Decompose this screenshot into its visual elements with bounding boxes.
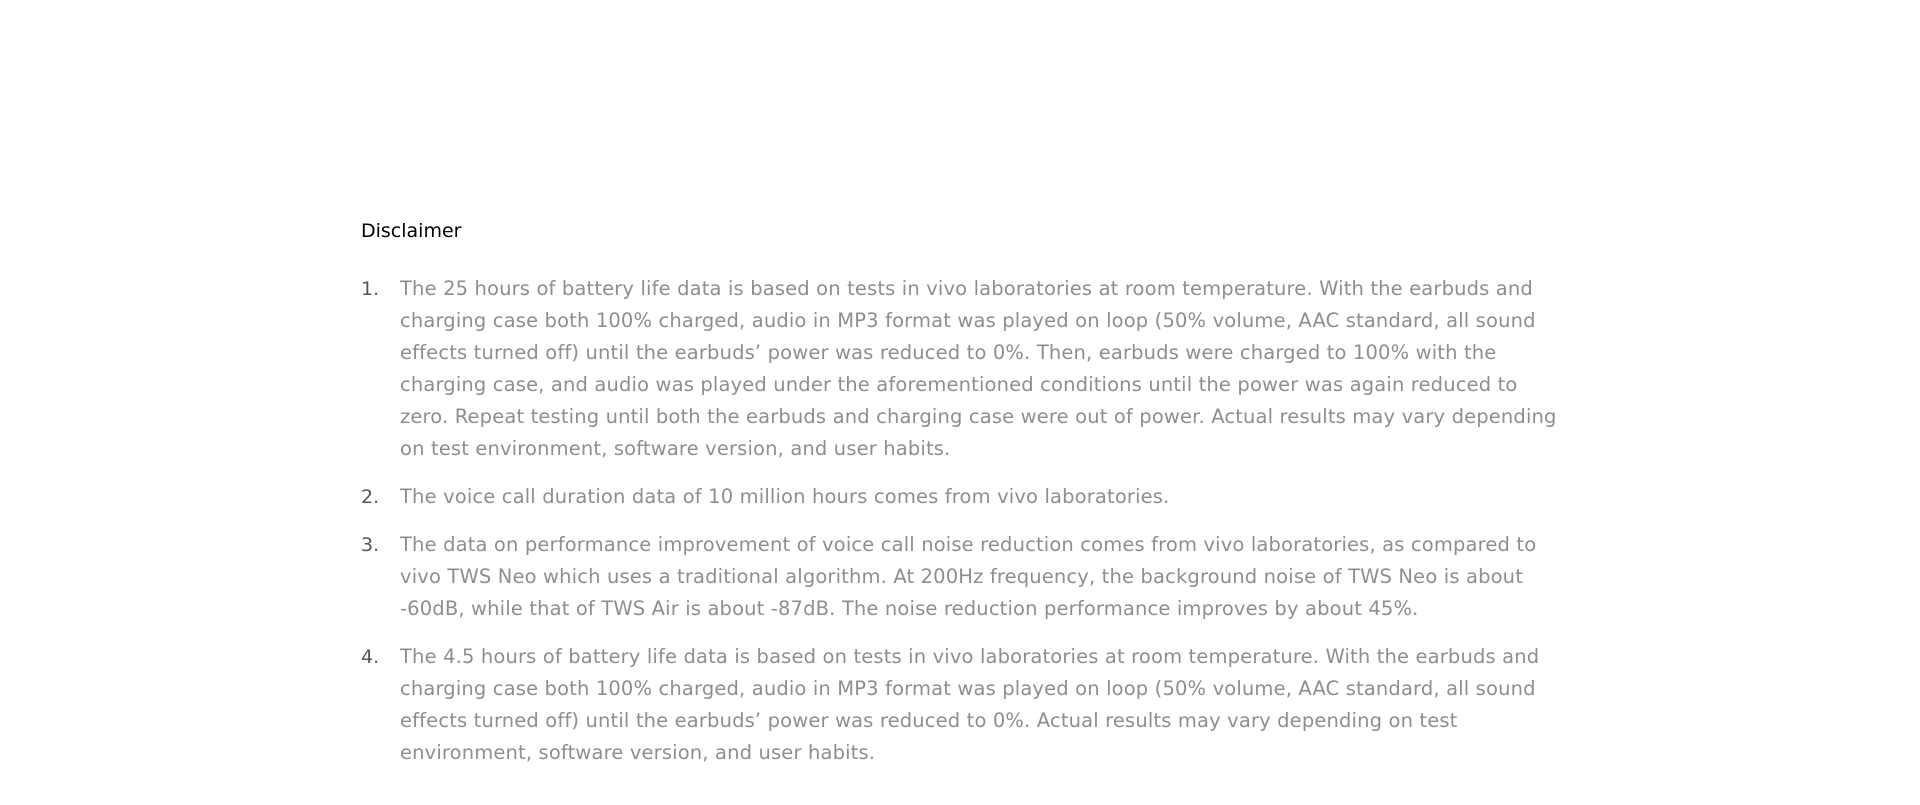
disclaimer-item — [361, 481, 1561, 513]
disclaimer-item — [361, 641, 1561, 769]
disclaimer-item-number: 4. — [361, 646, 380, 668]
disclaimer-item — [361, 529, 1561, 625]
disclaimer-title: Disclaimer — [361, 220, 462, 242]
disclaimer-section — [361, 218, 1561, 785]
disclaimer-item-number: 1. — [361, 278, 380, 300]
disclaimer-item-text: The 4.5 hours of battery life data is based on tests in vivo laboratories at room temperature. With the earbuds and charging case both 100% charged, audio in MP3 format was played on loop (50% volume, AAC standard, all sound effects turned off) until the earbuds’ power was reduced to 0%. Actual results may vary depending on test environment, software version, and user habits. — [400, 645, 1540, 764]
disclaimer-item-text: The 25 hours of battery life data is based on tests in vivo laboratories at room temperature. With the earbuds and charging case both 100% charged, audio in MP3 format was played on loop (50% volume, AAC standard, all sound effects turned off) until the earbuds’ power was reduced to 0%. Then, earbuds were charged to 100% with the charging case, and audio was played under the aforementioned conditions until the power was again reduced to zero. Repeat testing until both the earbuds and charging case were out of power. Actual results may vary depending on test environment, software version, and user habits. — [400, 277, 1557, 460]
disclaimer-item — [361, 273, 1561, 465]
disclaimer-item-text: The voice call duration data of 10 million hours comes from vivo laboratories. — [400, 485, 1170, 508]
disclaimer-item-number: 3. — [361, 534, 380, 556]
disclaimer-item-text: The data on performance improvement of voice call noise reduction comes from vivo laboratories, as compared to vivo TWS Neo which uses a traditional algorithm. At 200Hz frequency, the background noise of TWS Neo is about -60dB, while that of TWS Air is about -87dB. The noise reduction performance improves by about 45%. — [400, 533, 1537, 620]
disclaimer-list — [361, 273, 1561, 769]
disclaimer-item-number: 2. — [361, 486, 380, 508]
